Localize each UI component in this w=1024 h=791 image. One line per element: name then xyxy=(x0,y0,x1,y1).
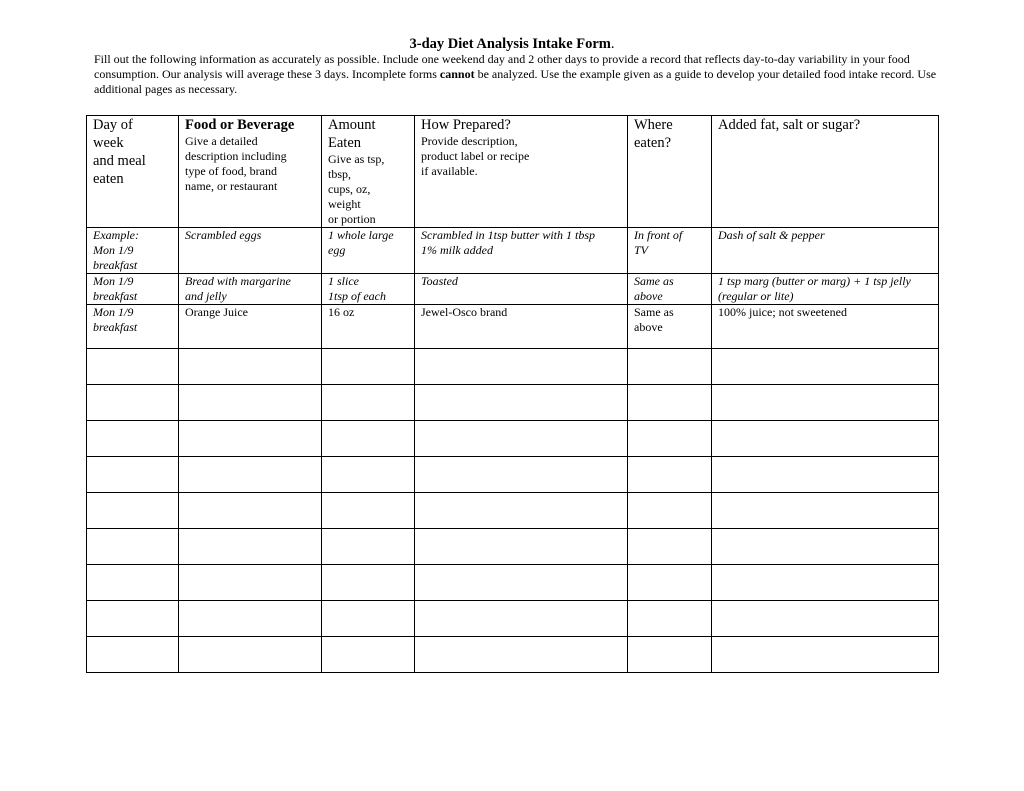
table-row xyxy=(87,274,939,305)
instructions-paragraph: Fill out the following information as accurately as possible. Include one weekend day and 2 other days to provide a record that reflects day-to-day variability in your food consumption. Our analysis will average these 3 days. Incomplete forms cannot be analyzed. Use the example given as a guide to develop your detailed food intake record. Use additional pages as necessary. xyxy=(94,52,937,96)
cell-added: 100% juice; not sweetened xyxy=(712,305,939,349)
cell-prepared: Toasted xyxy=(415,274,628,305)
cell-food: Orange Juice xyxy=(179,305,322,349)
header-amount: Amount Eaten Give as tsp, tbsp, cups, oz, weight or portion xyxy=(322,116,415,228)
table-header-row xyxy=(87,116,939,228)
form-title-text: 3-day Diet Analysis Intake Form xyxy=(409,36,611,52)
header-added: Added fat, salt or sugar? xyxy=(712,116,939,228)
blank-entry-row[interactable] xyxy=(87,385,939,421)
cell-added: 1 tsp marg (butter or marg) + 1 tsp jelly (regular or lite) xyxy=(712,274,939,305)
cell-where: Same as above xyxy=(628,305,712,349)
instructions-emphasis: cannot xyxy=(439,66,475,81)
cell-day: Example: Mon 1/9 breakfast xyxy=(87,228,179,274)
cell-prepared: Jewel-Osco brand xyxy=(415,305,628,349)
blank-entry-row[interactable] xyxy=(87,421,939,457)
blank-entry-row[interactable] xyxy=(87,493,939,529)
header-day: Day of week and meal eaten xyxy=(87,116,179,228)
cell-amount: 1 whole large egg xyxy=(322,228,415,274)
blank-entry-row[interactable] xyxy=(87,529,939,565)
cell-food: Scrambled eggs xyxy=(179,228,322,274)
blank-entry-row[interactable] xyxy=(87,601,939,637)
diet-record-table xyxy=(86,115,939,673)
blank-entry-row[interactable] xyxy=(87,637,939,673)
instructions xyxy=(94,52,944,96)
form-title-period: . xyxy=(610,36,615,52)
cell-where: Same as above xyxy=(628,274,712,305)
header-food: Food or Beverage Give a detailed description including type of food, brand name, or restaurant xyxy=(179,116,322,228)
cell-food: Bread with margarine and jelly xyxy=(179,274,322,305)
header-prepared: How Prepared? Provide description, product label or recipe if available. xyxy=(415,116,628,228)
blank-entry-row[interactable] xyxy=(87,565,939,601)
header-where: Where eaten? xyxy=(628,116,712,228)
blank-entry-row[interactable] xyxy=(87,457,939,493)
cell-amount: 1 slice 1tsp of each xyxy=(322,274,415,305)
form-title xyxy=(0,36,1024,53)
blank-entry-row[interactable] xyxy=(87,349,939,385)
table-row xyxy=(87,228,939,274)
cell-where: In front of TV xyxy=(628,228,712,274)
table-row xyxy=(87,305,939,349)
cell-prepared: Scrambled in 1tsp butter with 1 tbsp 1% milk added xyxy=(415,228,628,274)
cell-amount: 16 oz xyxy=(322,305,415,349)
cell-added: Dash of salt & pepper xyxy=(712,228,939,274)
cell-day: Mon 1/9 breakfast xyxy=(87,305,179,349)
cell-day: Mon 1/9 breakfast xyxy=(87,274,179,305)
